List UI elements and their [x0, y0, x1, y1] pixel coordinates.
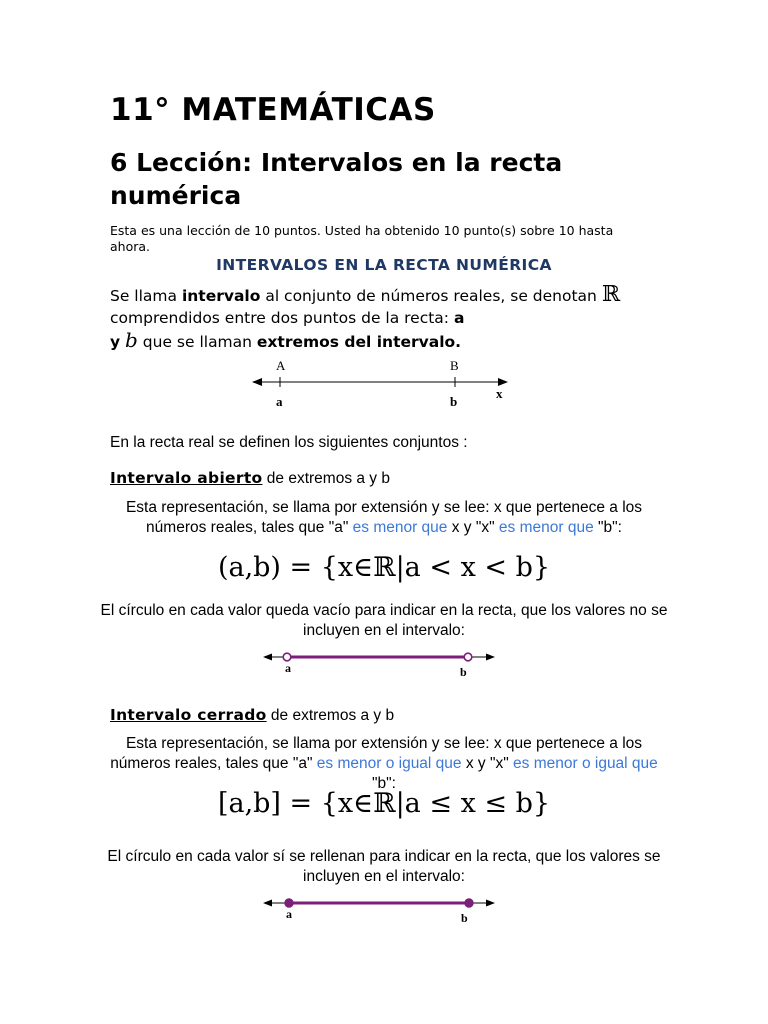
open-label-a: a [285, 661, 291, 675]
definition-y: y [110, 333, 121, 351]
closed-label-b: b [461, 911, 468, 925]
open-blue-2: es menor que [498, 519, 594, 536]
open-blue-1: es menor que [352, 519, 448, 536]
closed-blue-2: es menor o igual que [513, 755, 658, 772]
closed-desc-3: "b": [372, 775, 396, 792]
definition-a: a [453, 309, 465, 327]
open-desc-1: Esta representación, se llama por extensión y se lee: x que pertenece a los números reales, tales que "a" [125, 499, 643, 536]
score-text: Esta es una lección de 10 puntos. Usted ha obtenido 10 punto(s) sobre 10 hasta ahora. [110, 223, 614, 254]
open-interval-heading [110, 469, 390, 488]
open-desc-3: "b": [593, 519, 622, 536]
open-heading-rest: de extremos a y b [262, 470, 390, 487]
open-description [100, 498, 668, 538]
open-interval-line [262, 648, 496, 682]
open-right-arrow-icon [486, 654, 495, 661]
definition-text-4: que se llaman [137, 333, 257, 351]
closed-note: El círculo en cada valor sí se rellenan para indicar en la recta, que los valores se incluyen en el intervalo: [107, 848, 661, 885]
closed-heading-rest: de extremos a y b [266, 707, 395, 724]
closed-heading-label: Intervalo cerrado [110, 706, 267, 724]
closed-circle-b [465, 899, 473, 907]
intro-text: En la recta real se definen los siguientes conjuntos : [110, 434, 468, 451]
number-line-diagram [250, 356, 510, 410]
open-desc-2: x y "x" [447, 519, 499, 536]
definition-text-1: Se llama [110, 287, 182, 305]
closed-blue-1: es menor o igual que [316, 755, 462, 772]
closed-formula: [a,b] = {x∈ℝ|a ≤ x ≤ b} [217, 788, 551, 819]
open-heading-label: Intervalo abierto [110, 469, 263, 487]
closed-label-a: a [286, 907, 292, 921]
closed-right-arrow-icon [486, 900, 495, 907]
right-arrow-icon [498, 378, 508, 386]
real-numbers-symbol: ℝ [601, 282, 621, 307]
open-circle-b [464, 653, 472, 661]
open-left-arrow-icon [263, 654, 272, 661]
definition-paragraph [110, 284, 630, 353]
label-A: A [276, 358, 286, 373]
section-title: INTERVALOS EN LA RECTA NUMÉRICA [216, 256, 552, 274]
closed-desc-2: x y "x" [461, 755, 514, 772]
left-arrow-icon [252, 378, 262, 386]
definition-bold-intervalo: intervalo [181, 287, 261, 305]
closed-desc-1: Esta representación, se llama por extensión y se lee: x que pertenece a los números reales, tales que "a" [110, 735, 643, 772]
definition-bold-extremos: extremos del intervalo. [256, 333, 462, 351]
lesson-title: 6 Lección: Intervalos en la recta numérica [110, 148, 563, 210]
closed-description [100, 734, 668, 794]
definition-text-2: al conjunto de números reales, se denotan [260, 287, 602, 305]
definition-text-3: comprendidos entre dos puntos de la recta: [110, 309, 454, 327]
closed-interval-line [262, 894, 496, 928]
label-a: a [276, 394, 283, 409]
label-B: B [450, 358, 459, 373]
closed-interval-heading [110, 706, 394, 725]
closed-circle-a [285, 899, 293, 907]
open-formula: (a,b) = {x∈ℝ|a < x < b} [217, 552, 551, 583]
closed-left-arrow-icon [263, 900, 272, 907]
page-title: 11° MATEMÁTICAS [110, 92, 436, 128]
open-label-b: b [460, 665, 467, 679]
open-note: El círculo en cada valor queda vacío para indicar en la recta, que los valores no se incluyen en el intervalo: [100, 602, 668, 639]
open-circle-a [283, 653, 291, 661]
label-b: b [450, 394, 458, 409]
definition-b: b [125, 328, 138, 352]
label-x: x [496, 386, 503, 401]
